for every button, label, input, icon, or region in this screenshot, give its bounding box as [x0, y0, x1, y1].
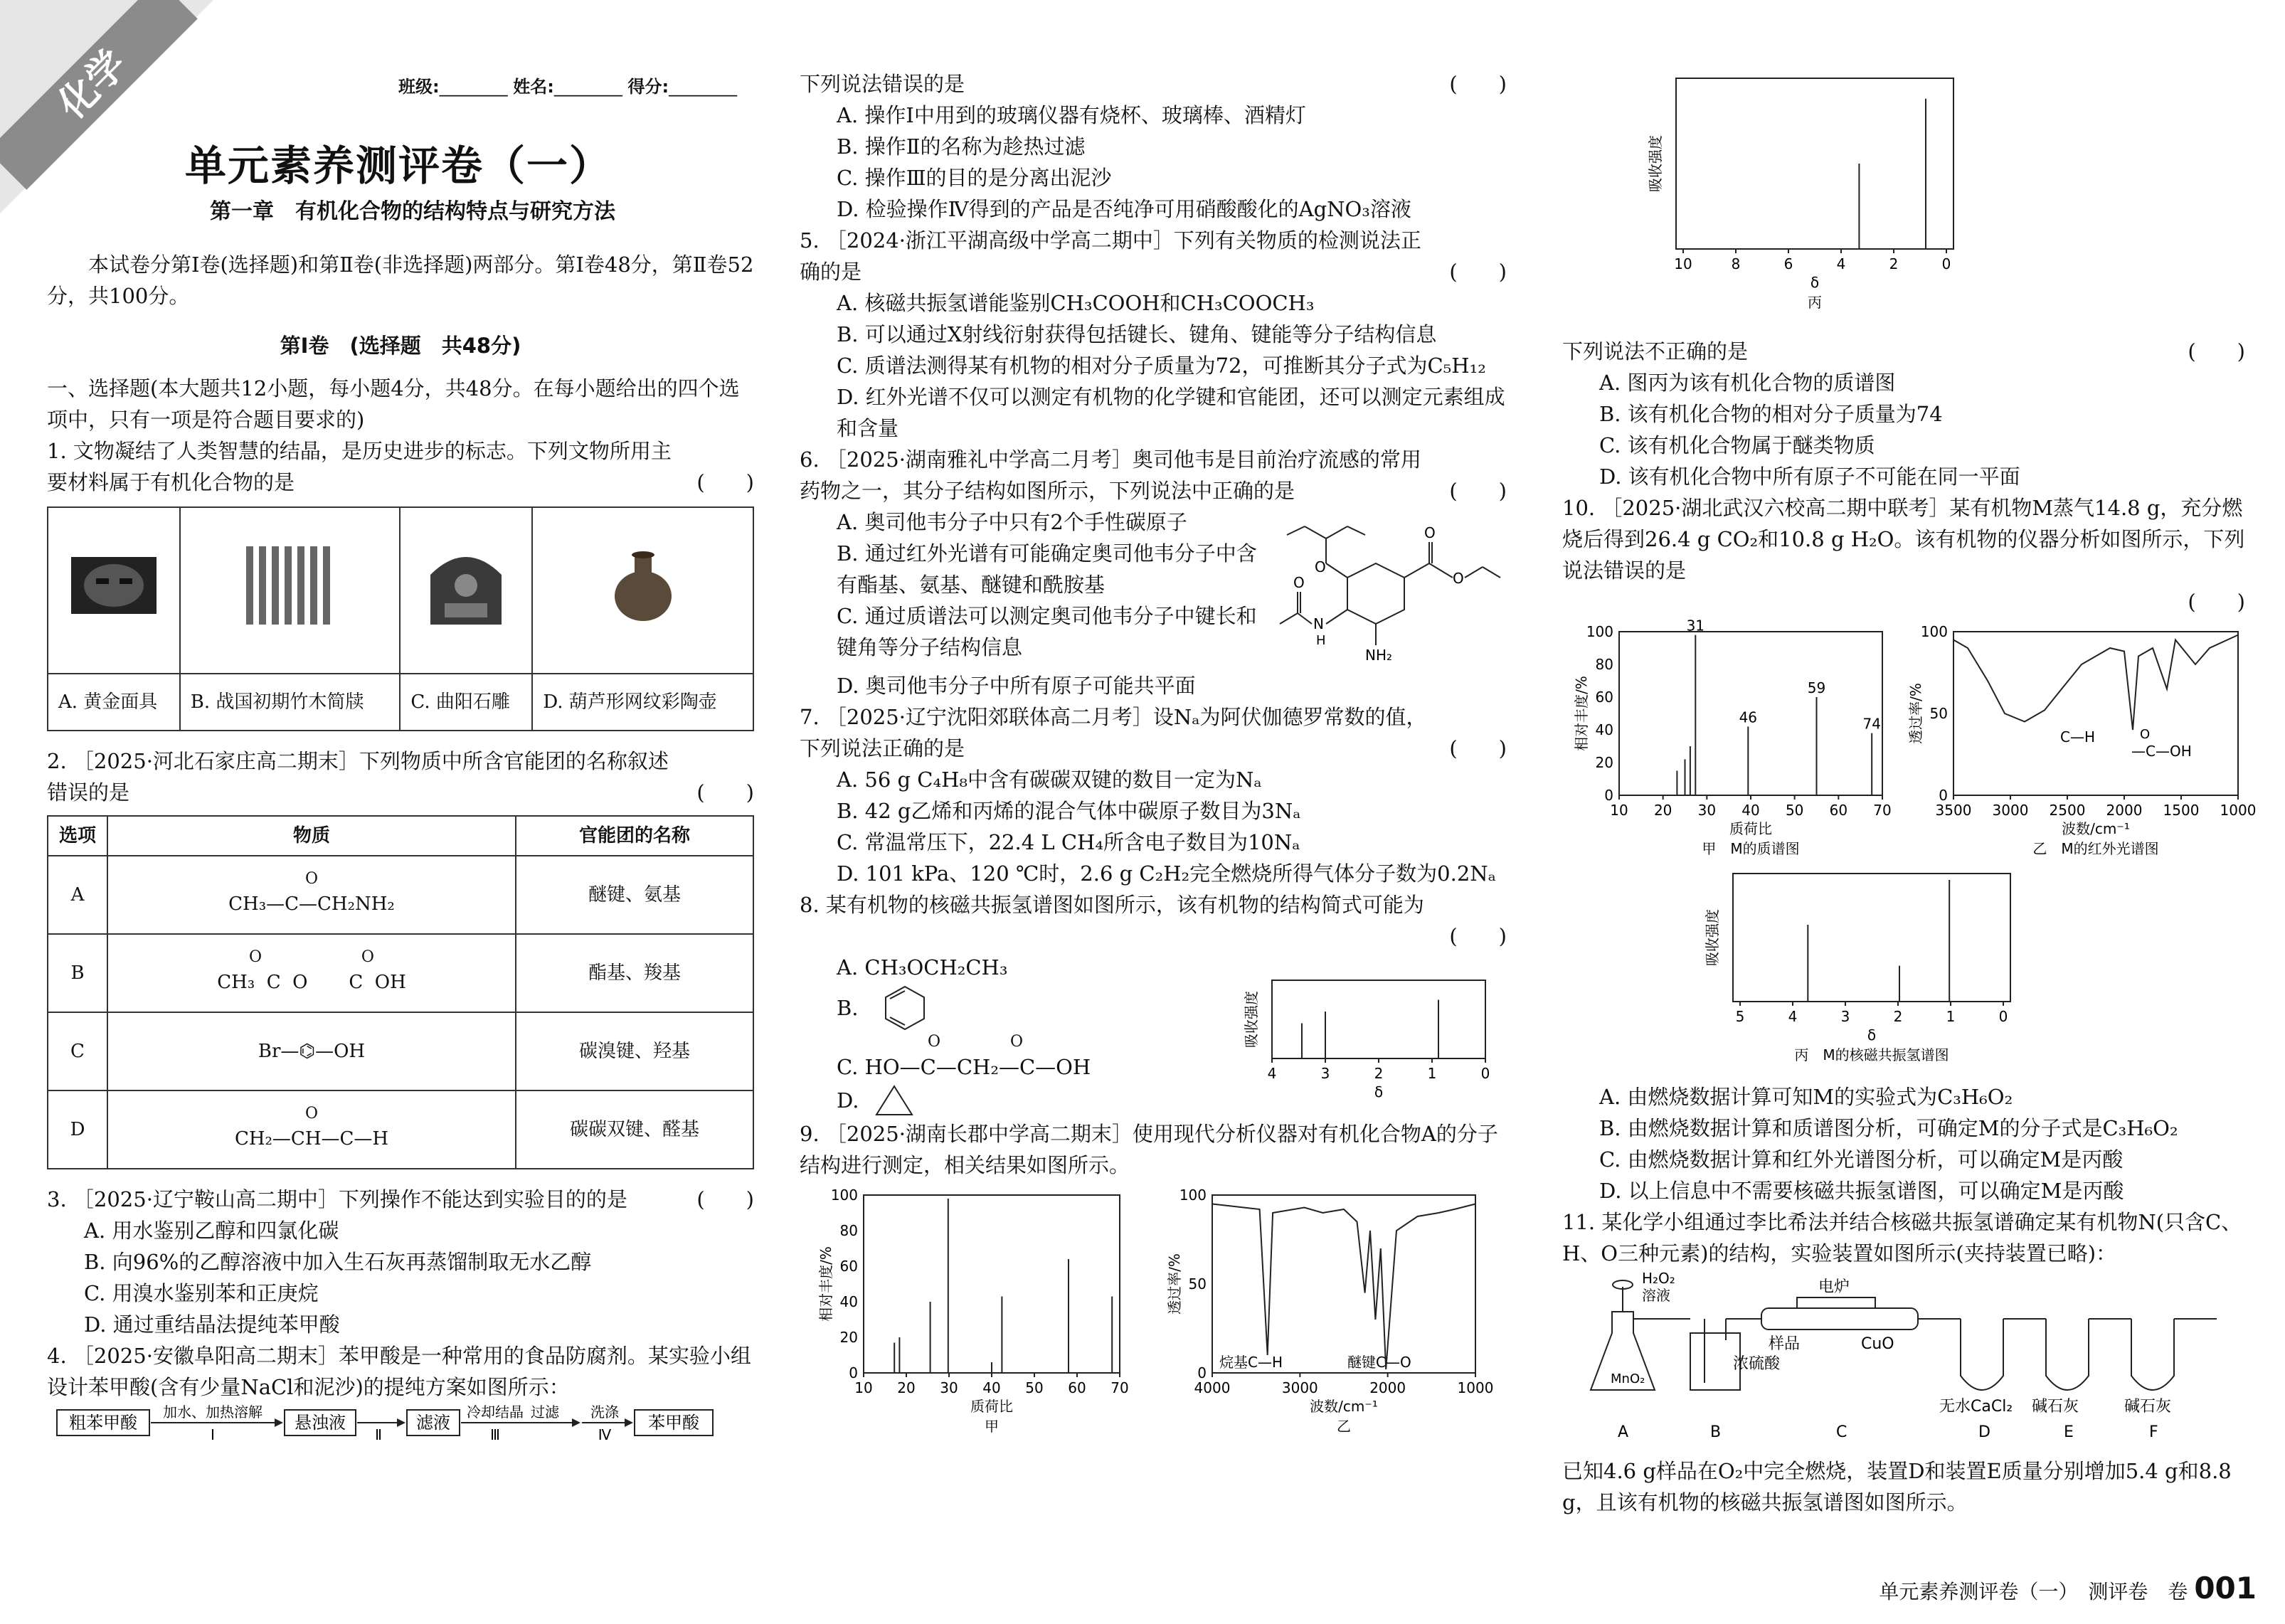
q3-option-a: A. 用水鉴别乙醇和四氯化碳 — [84, 1219, 339, 1243]
x-tick-label: 2 — [1893, 1008, 1903, 1025]
q4-tail-text: 下列说法错误的是 — [800, 72, 965, 96]
x-tick-label: 70 — [1110, 1379, 1129, 1396]
x-axis-label: 质荷比 — [970, 1398, 1013, 1415]
column-2 — [800, 68, 1507, 1444]
x-tick-label: 4 — [1836, 255, 1846, 272]
flow-roman-4: Ⅳ — [598, 1426, 612, 1443]
plot-frame — [1212, 1195, 1475, 1373]
x-tick-label: 4 — [1267, 1065, 1277, 1082]
q9-nmr-chart — [1562, 71, 2245, 327]
page-title: 单元素养测评卷（一） — [185, 142, 613, 190]
label-c: C — [1836, 1423, 1847, 1441]
struct-o-ester: O — [1453, 570, 1464, 587]
q9-tail-text: 下列说法不正确的是 — [1562, 339, 1749, 363]
plot-frame — [864, 1195, 1120, 1373]
y-axis-label: 吸收强度 — [1704, 909, 1721, 966]
flow-step-wash: 洗涤 — [590, 1403, 619, 1421]
x-axis-label: 波数/cm⁻¹ — [2062, 820, 2130, 837]
chart-caption: 丙 M的核磁共振氢谱图 — [1794, 1046, 1949, 1063]
q7-option-a: A. 56 g C₄H₈中含有碳碳双键的数目一定为Nₐ — [837, 768, 1262, 792]
x-tick-label: 1 — [1427, 1065, 1437, 1082]
y-axis-label: 相对丰度/% — [817, 1246, 834, 1322]
y-tick-label: 0 — [849, 1364, 858, 1381]
answer-paren: ( ) — [2188, 339, 2245, 363]
plot-frame — [1733, 874, 2010, 1002]
q7-stem: 7. ［2025·辽宁沈阳郊联体高二月考］设Nₐ为阿伏伽德罗常数的值，下列说法正确的是 — [800, 705, 1427, 760]
q4-tail — [800, 68, 1507, 100]
q3-option-c: C. 用溴水鉴别苯和正庚烷 — [84, 1281, 319, 1305]
q1-option-b: B. 战国初期竹木简牍 — [180, 674, 401, 731]
x-tick-label: 0 — [1998, 1008, 2008, 1025]
flow-roman-1: Ⅰ — [211, 1426, 215, 1443]
q6-option-d: D. 奥司他韦分子中所有原子可能共平面 — [837, 674, 1196, 698]
y-tick-label: 50 — [1188, 1275, 1207, 1293]
subject-ribbon: 化学 — [0, 0, 198, 190]
y-tick-label: 80 — [1595, 656, 1613, 673]
label-furnace: 电炉 — [1818, 1278, 1850, 1296]
q8-option-c: C. HO—C—CH₂—C—OH — [837, 1055, 1091, 1079]
q4-option-d: D. 检验操作Ⅳ得到的产品是否纯净可用硝酸酸化的AgNO₃溶液 — [837, 197, 1411, 221]
q10-stem: 10. ［2025·湖北武汉六校高二期中联考］某有机物M蒸气14.8 g，充分燃烧后得到26.4 g CO₂和10.8 g H₂O。该有机物的仪器分析如图所示，下列说法错误的是 — [1562, 496, 2245, 583]
ann-ch: C—H — [2060, 728, 2096, 745]
x-tick-label: 1000 — [2220, 802, 2257, 819]
y-tick-label: 0 — [1604, 787, 1613, 804]
q3-stem: 3. ［2025·辽宁鞍山高二期中］下列操作不能达到实验目的的是 — [47, 1187, 627, 1211]
q2 — [47, 745, 754, 808]
x-tick-label: 2000 — [2106, 802, 2143, 819]
struct-n: N — [1313, 615, 1324, 632]
y-axis-label: 相对丰度/% — [1573, 676, 1590, 751]
y-tick-label: 100 — [1179, 1187, 1207, 1204]
q1-option-d: D. 葫芦形网纹彩陶壶 — [532, 674, 753, 731]
q2-table — [47, 815, 754, 1169]
answer-paren: ( ) — [696, 1187, 754, 1211]
label-cuo: CuO — [1861, 1335, 1894, 1353]
ms-peak-label: 46 — [1739, 708, 1758, 726]
y-tick-label: 50 — [1929, 705, 1948, 722]
q10-option-b: B. 由燃烧数据计算和质谱图分析，可确定M的分子式是C₃H₆O₂ — [1599, 1116, 2178, 1140]
x-tick-label: 10 — [1610, 802, 1628, 819]
struct-o-amide: O — [1293, 574, 1305, 591]
x-tick-label: 3000 — [1281, 1379, 1318, 1396]
part1-title: 第Ⅰ卷 (选择题 共48分) — [280, 334, 521, 358]
q2-row-a-substance: CH₃—C—CH₂NH₂ — [228, 893, 395, 915]
ann-alkyl-ch: 烷基C—H — [1219, 1354, 1283, 1371]
column-1 — [47, 249, 754, 1445]
y-tick-label: 20 — [839, 1329, 858, 1346]
y-tick-label: 60 — [1595, 689, 1613, 706]
label-sample: 样品 — [1769, 1335, 1801, 1353]
ann-ether-co: 醚键C—O — [1347, 1354, 1411, 1371]
q10-charts-top — [1562, 617, 2257, 859]
x-tick-label: 40 — [982, 1379, 1001, 1396]
q9-stem: 9. ［2025·湖南长郡中学高二期末］使用现代分析仪器对有机化合物A的分子结构进行测定，相关结果如图所示。 — [800, 1122, 1498, 1177]
x-tick-label: 0 — [1480, 1065, 1490, 1082]
q8-body — [800, 952, 1507, 1118]
answer-paren: ( ) — [1449, 479, 1507, 503]
y-tick-label: 100 — [1920, 623, 1948, 640]
q2-header-option: 选项 — [48, 816, 107, 856]
q11-apparatus — [1562, 1269, 2245, 1447]
q2-row-b-top: O O — [249, 948, 374, 966]
q8-stem: 8. 某有机物的核磁共振氢谱图如图所示，该有机物的结构简式可能为 — [800, 893, 1424, 917]
q1-artifact-table — [47, 506, 754, 731]
q2-row-c-substance: Br—⌬—OH — [107, 1012, 516, 1090]
answer-paren: ( ) — [1449, 72, 1507, 96]
q10-ir-spectrum — [1904, 617, 2257, 859]
x-tick-label: 60 — [1068, 1379, 1086, 1396]
ms-peak-label: 74 — [1862, 715, 1881, 733]
x-tick-label: 1000 — [1457, 1379, 1494, 1396]
x-tick-label: 20 — [897, 1379, 916, 1396]
q11-stem: 11. 某化学小组通过李比希法并结合核磁共振氢谱确定某有机物N(只含C、H、O三种元素)的结构，实验装置如图所示(夹持装置已略)： — [1562, 1210, 2242, 1265]
q1 — [47, 435, 754, 498]
struct-o-carbonyl: O — [1424, 524, 1436, 541]
y-tick-label: 0 — [1939, 787, 1948, 804]
flow-suspension: 悬浊液 — [295, 1413, 346, 1433]
x-tick-label: 3 — [1840, 1008, 1850, 1025]
q9-mass-spectrum — [800, 1181, 1134, 1444]
label-sodalime-2: 碱石灰 — [2124, 1398, 2172, 1416]
x-tick-label: 4 — [1788, 1008, 1798, 1025]
q8-option-a: A. CH₃OCH₂CH₃ — [837, 955, 1008, 980]
q3 — [47, 1184, 754, 1215]
x-tick-label: 10 — [854, 1379, 873, 1396]
q5-option-b: B. 可以通过X射线衍射获得包括键长、键角、键能等分子结构信息 — [837, 322, 1437, 346]
answer-paren: ( ) — [1449, 924, 1507, 948]
q2-row-a-fg: 醚键、氨基 — [516, 856, 753, 934]
answer-paren: ( ) — [1449, 260, 1507, 284]
y-axis-label: 吸收强度 — [1647, 135, 1664, 192]
q9-tail — [1562, 336, 2245, 367]
struct-nh2: NH₂ — [1365, 647, 1393, 664]
label-cacl2: 无水CaCl₂ — [1939, 1398, 2013, 1416]
q3-option-b: B. 向96%的乙醇溶液中加入生石灰再蒸馏制取无水乙醇 — [84, 1250, 592, 1274]
label-b: B — [1710, 1423, 1722, 1441]
q6 — [800, 444, 1507, 506]
ir-curve — [1953, 635, 2238, 730]
q8-option-d-row — [800, 1083, 1222, 1118]
q1-option-c: C. 曲阳石雕 — [400, 674, 532, 731]
q4-option-a: A. 操作Ⅰ中用到的玻璃仪器有烧杯、玻璃棒、酒精灯 — [837, 103, 1306, 127]
x-tick-label: 30 — [1697, 802, 1717, 819]
y-tick-label: 60 — [839, 1258, 858, 1275]
x-tick-label: 1500 — [2163, 802, 2200, 819]
chart-caption: 乙 — [1337, 1418, 1351, 1435]
label-sodalime-1: 碱石灰 — [2032, 1398, 2079, 1416]
x-tick-label: 4000 — [1194, 1379, 1231, 1396]
q6-body — [800, 506, 1507, 670]
x-tick-label: 70 — [1873, 802, 1892, 819]
struct-o-ether: O — [1315, 558, 1326, 575]
chart-caption: 甲 M的质谱图 — [1702, 840, 1800, 857]
q2-row-b-fg: 酯基、羧基 — [516, 934, 753, 1012]
label-a: A — [1618, 1423, 1629, 1441]
q5-option-c: C. 质谱法测得某有机物的相对分子质量为72，可推断其分子式为C₅H₁₂ — [837, 354, 1486, 378]
y-tick-label: 40 — [1595, 721, 1613, 738]
q2-row-d-opt: D — [48, 1090, 107, 1169]
struct-h: H — [1316, 633, 1326, 648]
q10-mass-spectrum — [1562, 617, 1897, 859]
ann-co-o: O — [2140, 727, 2151, 742]
q2-row-d-top: O — [304, 1105, 319, 1123]
q10-option-a: A. 由燃烧数据计算可知M的实验式为C₃H₆O₂ — [1599, 1085, 2013, 1109]
x-axis-label: δ — [1867, 1026, 1877, 1044]
flow-end: 苯甲酸 — [648, 1413, 699, 1433]
chart-caption: 乙 M的红外光谱图 — [2032, 840, 2159, 857]
q4-option-c: C. 操作Ⅲ的目的是分离出泥沙 — [837, 166, 1112, 190]
label-d: D — [1978, 1423, 1990, 1441]
q2-row-c-opt: C — [48, 1012, 107, 1090]
x-axis-label: 质荷比 — [1729, 820, 1772, 837]
x-tick-label: 3000 — [1992, 802, 2029, 819]
flow-step-filter: 过滤 — [531, 1403, 559, 1421]
student-info-header: 班级:________ 姓名:________ 得分:________ — [398, 77, 738, 97]
golden-mask-image — [64, 546, 164, 625]
y-axis-label: 吸收强度 — [1243, 991, 1260, 1048]
y-axis-label: 透过率/% — [1907, 683, 1924, 744]
x-tick-label: 10 — [1674, 255, 1692, 272]
x-tick-label: 60 — [1829, 802, 1848, 819]
label-conc-h2so4: 浓硫酸 — [1733, 1355, 1781, 1373]
answer-paren: ( ) — [2188, 590, 2245, 614]
flow-step-1: 加水、加热溶解 — [163, 1403, 263, 1421]
ann-cooh: —C—OH — [2131, 743, 2192, 760]
q6-option-b: B. 通过红外光谱有可能确定奥司他韦分子中含有酯基、氨基、醚键和酰胺基 — [837, 541, 1257, 597]
q9-option-c: C. 该有机化合物属于醚类物质 — [1599, 433, 1875, 457]
x-tick-label: 2000 — [1369, 1379, 1406, 1396]
q5-option-d: D. 红外光谱不仅可以测定有机物的化学键和官能团，还可以测定元素组成和含量 — [837, 385, 1505, 440]
q4-option-b: B. 操作Ⅱ的名称为趁热过滤 — [837, 134, 1086, 159]
x-tick-label: 40 — [1741, 802, 1760, 819]
x-axis-label: δ — [1374, 1083, 1384, 1100]
page-subtitle: 第一章 有机化合物的结构特点与研究方法 — [210, 199, 615, 224]
page-number: 001 — [2194, 1571, 2257, 1606]
x-tick-label: 30 — [940, 1379, 958, 1396]
x-tick-label: 1 — [1946, 1008, 1956, 1025]
label-solution: 溶液 — [1642, 1287, 1670, 1304]
x-axis-label: δ — [1810, 274, 1820, 291]
q2-header-substance: 物质 — [107, 816, 516, 856]
bamboo-slips-image — [240, 518, 340, 653]
q10-option-d: D. 以上信息中不需要核磁共振氢谱图，可以确定M是丙酸 — [1599, 1179, 2124, 1203]
ir-curve — [1212, 1204, 1475, 1370]
x-axis-label: 波数/cm⁻¹ — [1310, 1398, 1378, 1415]
q2-row-d-fg: 碳碳双键、醛基 — [516, 1090, 753, 1169]
q5 — [800, 225, 1507, 287]
ms-peak-label: 31 — [1686, 617, 1705, 635]
y-tick-label: 20 — [1595, 754, 1613, 771]
label-mno2: MnO₂ — [1611, 1371, 1645, 1386]
score-label: 得分: — [627, 77, 669, 97]
q2-stem: 2. ［2025·河北石家庄高二期末］下列物质中所含官能团的名称叙述错误的是 — [47, 749, 669, 805]
answer-paren: ( ) — [1449, 736, 1507, 760]
name-label: 姓名: — [513, 77, 554, 97]
cyclohexadiene-icon — [880, 983, 930, 1033]
page-footer — [1879, 1571, 2257, 1606]
q10-paren-row — [1562, 586, 2245, 617]
q6-option-a: A. 奥司他韦分子中只有2个手性碳原子 — [837, 510, 1187, 534]
q9-charts — [800, 1181, 1507, 1444]
class-label: 班级: — [398, 77, 440, 97]
x-tick-label: 5 — [1735, 1008, 1745, 1025]
q8-option-b: B. — [837, 996, 859, 1020]
x-tick-label: 6 — [1783, 255, 1793, 272]
x-tick-label: 20 — [1653, 802, 1672, 819]
x-tick-label: 0 — [1941, 255, 1951, 272]
y-tick-label: 100 — [1586, 623, 1613, 640]
q8-nmr-chart — [1222, 952, 1507, 1100]
chart-caption: 丙 — [1808, 294, 1822, 311]
y-tick-label: 80 — [839, 1222, 858, 1239]
pottery-jar-image — [593, 525, 693, 646]
q6-stem: 6. ［2025·湖南雅礼中学高二月考］奥司他韦是目前治疗流感的常用药物之一，其分子结构如图所示，下列说法中正确的是 — [800, 447, 1421, 503]
x-tick-label: 2 — [1374, 1065, 1384, 1082]
flow-start: 粗苯甲酸 — [69, 1413, 137, 1433]
q2-row-a-opt: A — [48, 856, 107, 934]
x-tick-label: 3 — [1320, 1065, 1330, 1082]
q7-option-b: B. 42 g乙烯和丙烯的混合气体中碳原子数目为3Nₐ — [837, 799, 1301, 823]
q8-option-d: D. — [837, 1088, 859, 1113]
q11-tail: 已知4.6 g样品在O₂中完全燃烧，装置D和装置E质量分别增加5.4 g和8.8 g，且该有机物的核磁共振氢谱图如图所示。 — [1562, 1459, 2232, 1514]
y-tick-label: 40 — [839, 1293, 858, 1310]
cyclopropane-icon — [873, 1083, 916, 1118]
q7 — [800, 701, 1507, 764]
x-tick-label: 50 — [1785, 802, 1804, 819]
q2-row-b-opt: B — [48, 934, 107, 1012]
q8-paren-row — [800, 920, 1507, 952]
q1-stem: 1. 文物凝结了人类智慧的结晶，是历史进步的标志。下列文物所用主要材料属于有机化合物的是 — [47, 439, 672, 494]
x-tick-label: 2 — [1889, 255, 1899, 272]
oseltamivir-structure — [1269, 506, 1504, 670]
plot-frame — [1272, 980, 1485, 1058]
q5-stem: 5. ［2024·浙江平湖高级中学高二期中］下列有关物质的检测说法正确的是 — [800, 228, 1421, 284]
q10-option-c: C. 由燃烧数据计算和红外光谱图分析，可以确定M是丙酸 — [1599, 1147, 2124, 1172]
q7-option-d: D. 101 kPa、120 ℃时，2.6 g C₂H₂完全燃烧所得气体分子数为0.2Nₐ — [837, 861, 1496, 886]
q1-option-a: A. 黄金面具 — [48, 674, 180, 731]
flow-step-cool: 冷却结晶 — [467, 1403, 524, 1421]
flow-filtrate: 滤液 — [416, 1413, 450, 1433]
q2-header-fg: 官能团的名称 — [516, 816, 753, 856]
stone-carving-image — [416, 514, 516, 657]
ms-peak-label: 59 — [1807, 679, 1826, 696]
x-tick-label: 3500 — [1935, 802, 1972, 819]
q2-row-b-substance: CH₃ C O C OH — [217, 972, 406, 993]
q8-option-c-top: O O — [928, 1033, 1023, 1051]
footer-text: 单元素养测评卷（一） 测评卷 卷 — [1879, 1580, 2188, 1603]
x-tick-label: 8 — [1731, 255, 1741, 272]
answer-paren: ( ) — [696, 470, 754, 494]
q7-option-c: C. 常温常压下，22.4 L CH₄所含电子数目为10Nₐ — [837, 830, 1300, 854]
intro-text: 本试卷分第Ⅰ卷(选择题)和第Ⅱ卷(非选择题)两部分。第Ⅰ卷48分，第Ⅱ卷52分，共100分。 — [47, 253, 754, 308]
flow-roman-2: Ⅱ — [375, 1426, 382, 1443]
x-tick-label: 50 — [1025, 1379, 1044, 1396]
q8-option-b-row — [800, 983, 1222, 1033]
q6-option-c: C. 通过质谱法可以测定奥司他韦分子中键长和键角等分子结构信息 — [837, 604, 1257, 659]
q2-row-d-substance: CH₂—CH—C—H — [234, 1128, 389, 1150]
section-instruction: 一、选择题(本大题共12小题，每小题4分，共48分。在每小题给出的四个选项中，只有一项是符合题目要求的) — [47, 376, 740, 432]
x-tick-label: 2500 — [2049, 802, 2086, 819]
q4-stem: 4. ［2025·安徽阜阳高二期末］苯甲酸是一种常用的食品防腐剂。某实验小组设计苯甲酸(含有少量NaCl和泥沙)的提纯方案如图所示： — [47, 1344, 751, 1399]
q3-option-d: D. 通过重结晶法提纯苯甲酸 — [84, 1312, 340, 1337]
answer-paren: ( ) — [696, 780, 754, 805]
q9-option-b: B. 该有机化合物的相对分子质量为74 — [1599, 402, 1943, 426]
y-tick-label: 100 — [830, 1187, 858, 1204]
q9-option-a: A. 图丙为该有机化合物的质谱图 — [1599, 371, 1896, 395]
label-h2o2: H₂O₂ — [1642, 1270, 1675, 1287]
q9-option-d: D. 该有机化合物中所有原子不可能在同一平面 — [1599, 465, 2020, 489]
q10-nmr-chart — [1562, 859, 2245, 1073]
flow-roman-3: Ⅲ — [490, 1426, 500, 1443]
column-3 — [1562, 71, 2257, 1518]
q9-ir-spectrum — [1148, 1181, 1494, 1444]
q4-flowchart — [47, 1403, 754, 1445]
q5-option-a: A. 核磁共振氢谱能鉴别CH₃COOH和CH₃COOCH₃ — [837, 291, 1315, 315]
label-e: E — [2064, 1423, 2074, 1441]
q2-row-a-top: O — [304, 870, 319, 888]
label-f: F — [2149, 1423, 2158, 1441]
plot-frame — [1676, 78, 1953, 249]
chart-caption: 甲 — [985, 1418, 999, 1435]
q2-row-c-fg: 碳溴键、羟基 — [516, 1012, 753, 1090]
y-tick-label: 0 — [1197, 1364, 1207, 1381]
y-axis-label: 透过率/% — [1166, 1253, 1183, 1315]
